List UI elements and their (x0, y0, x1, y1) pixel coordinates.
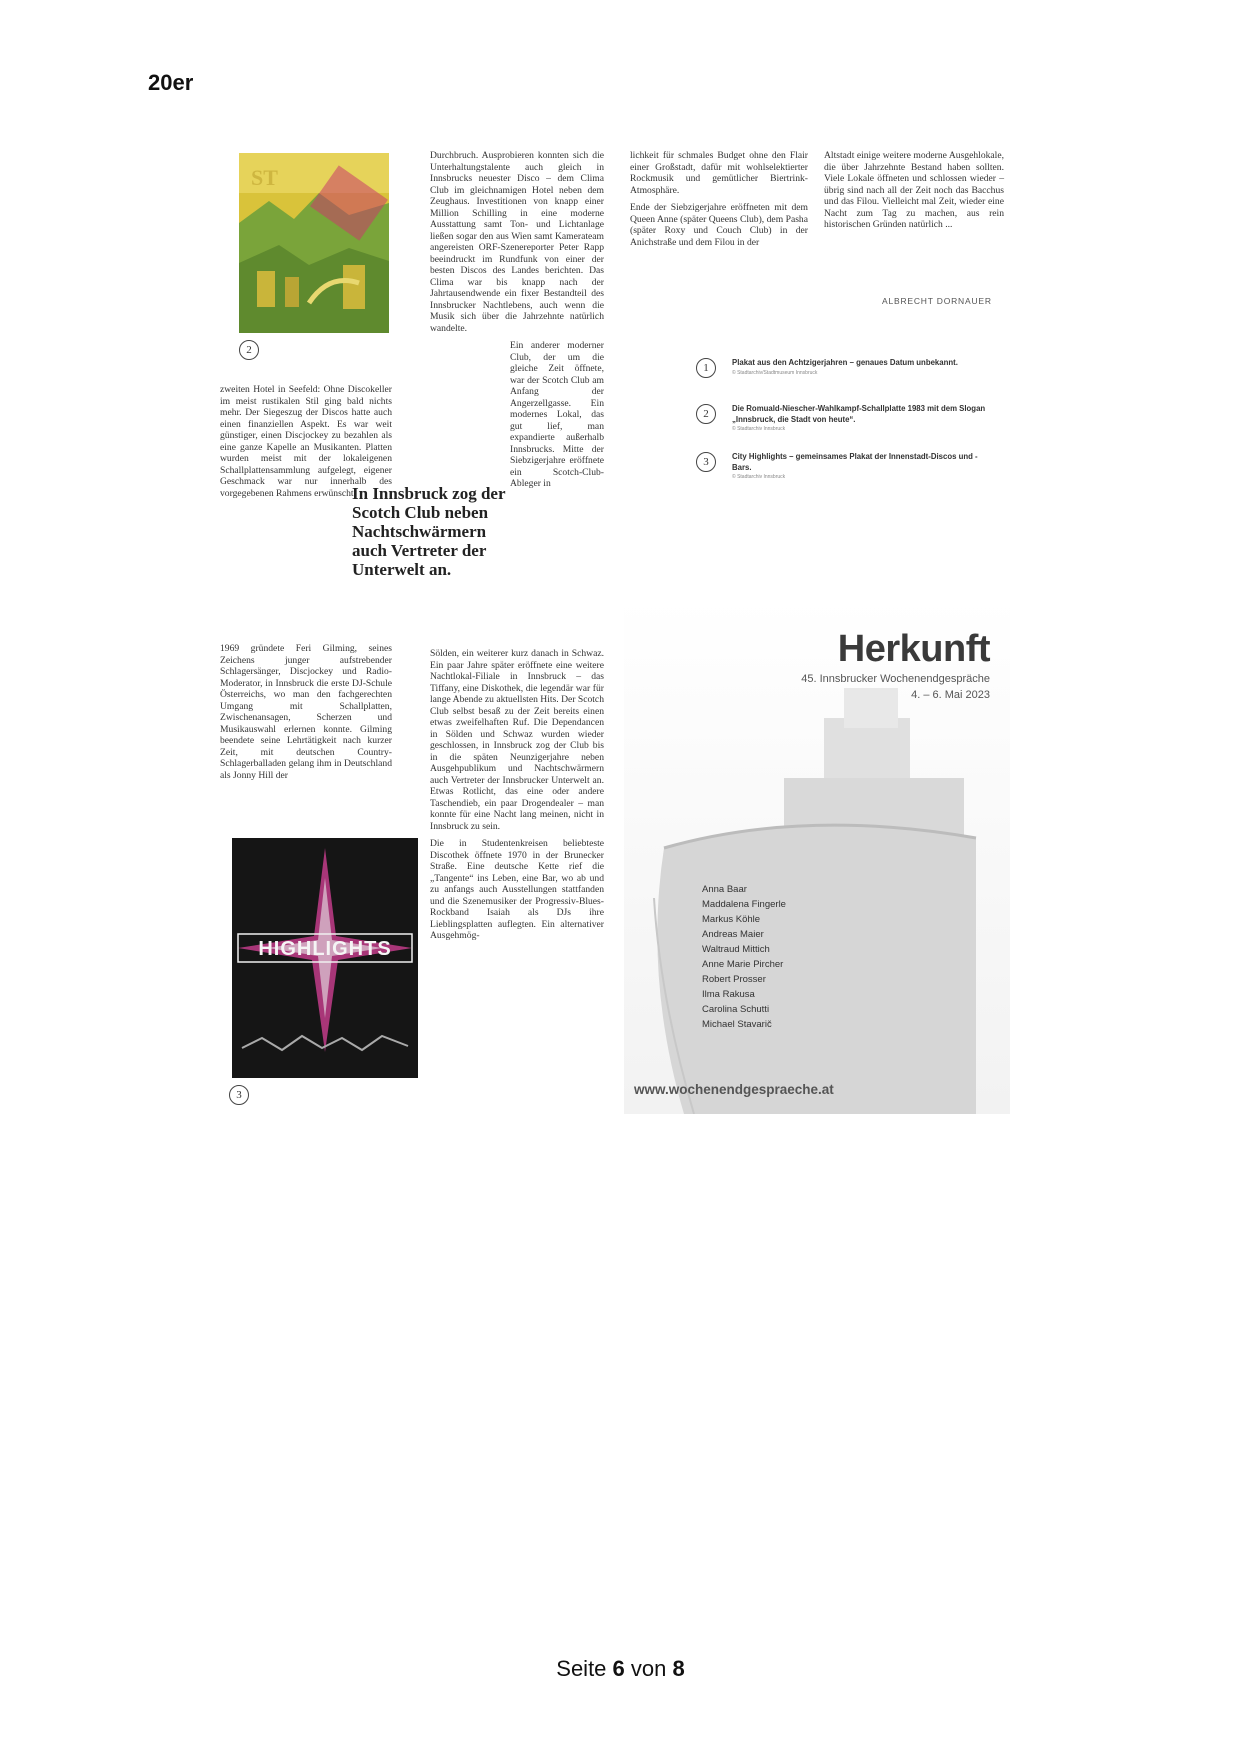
highlights-illustration (232, 838, 418, 1078)
poster-speaker-list (702, 882, 786, 1032)
article-paragraph: Ende der Siebzigerjahre eröffneten mit dem Queen Anne (später Queens Club), dem Pasha (später Roxy und Couch Club) in der Anichstraße und dem Filou in der (630, 202, 808, 248)
caption-title: Plakat aus den Achtzigerjahren – genaues Datum unbekannt. (732, 358, 958, 367)
speaker-name: Maddalena Fingerle (702, 899, 786, 910)
speaker-name: Robert Prosser (702, 974, 766, 985)
total-page-count: 8 (672, 1656, 685, 1681)
herkunft-poster (624, 598, 1010, 1114)
caption-item (696, 404, 996, 432)
poster-dates: 4. – 6. Mai 2023 (911, 688, 990, 701)
poster-url: www.wochenendgespraeche.at (634, 1082, 834, 1097)
caption-credit: © Stadtarchiv Innsbruck (732, 474, 786, 481)
caption-number: 1 (696, 358, 716, 378)
current-page-number: 6 (612, 1656, 625, 1681)
caption-title: City Highlights – gemeinsames Plakat der Innenstadt-Discos und -Bars. (732, 452, 978, 472)
highlights-text: HIGHLIGHTS (258, 938, 392, 960)
speaker-name: Andreas Maier (702, 929, 764, 940)
caption-title: Die Romuald-Niescher-Wahlkampf-Schallplatte 1983 mit dem Slogan „Innsbruck, die Stadt von heute“. (732, 404, 986, 424)
poster-illustration (239, 153, 389, 333)
article-paragraph: Sölden, ein weiterer kurz danach in Schwaz. Ein paar Jahre später eröffnete eine weitere Nachtlokal-Filiale in Innsbruck – das Tiffany, eine Diskothek, die legendär war für lange Abende zu aktuellsten Hits. Der Scotch Club selbst besaß zu der Zeit bereits einen etwas zweifelhaften Ruf. Die Dependancen in Sölden und Schwaz wurden wieder geschlossen, in Innsbruck zog der Club bis in die späten Neunzigerjahre neben Ausgehpublikum und Nachtschwärmern auch Vertreter der Innsbrucker Unterwelt an. Etwas Rotlicht, das eine oder andere Taschendieb, ein paar Drogendealer – man konnte für eine Nacht lang meinen, nicht in Innsbruck zu sein. (430, 648, 604, 832)
article-column-2 (430, 150, 604, 496)
speaker-name: Ilma Rakusa (702, 989, 755, 1000)
image-captions (696, 358, 996, 500)
footer-prefix: Seite (556, 1656, 613, 1681)
poster-subtitle (801, 672, 990, 704)
article-column-2-lower (430, 648, 604, 948)
article-paragraph: Ein anderer moderner Club, der um die gleiche Zeit öffnete, war der Scotch Club am Anfang der Angerzellgasse. Ein modernes Lokal, das gut lief, man expandierte außerhalb Innsbrucks. Mitte der Siebzigerjahre eröffnete ein Scotch-Club-Ableger in (510, 340, 604, 489)
speaker-name: Anna Baar (702, 884, 747, 895)
article-column-3 (630, 150, 808, 254)
caption-credit: © Stadtarchiv Innsbruck (732, 426, 786, 433)
speaker-name: Waltraud Mittich (702, 944, 770, 955)
page-footer (0, 1656, 1241, 1682)
speaker-name: Michael Stavarič (702, 1019, 772, 1030)
footer-middle: von (624, 1656, 673, 1681)
poster-image-achtziger (239, 153, 389, 333)
caption-number: 3 (696, 452, 716, 472)
caption-item (696, 452, 996, 480)
speaker-name: Anne Marie Pircher (702, 959, 784, 970)
image-number-badge: 3 (229, 1085, 249, 1105)
article-paragraph: Altstadt einige weitere moderne Ausgehlokale, die über Jahrzehnte Bestand haben sollten. Viele Lokale öffneten und schlossen wieder – übrig sind nach all der Zeit noch das Bacchus und das Filou. Vielleicht mal Zeit, wieder eine Nacht zum Tag zu machen, aus rein historischen Gründen natürlich ... (824, 150, 1004, 230)
svg-text:ST: ST (251, 165, 278, 190)
caption-number: 2 (696, 404, 716, 424)
article-paragraph: Durchbruch. Ausprobieren konnten sich die Unterhaltungstalente auch gleich in Innsbrucks neuester Disco – dem Clima Club im gleichnamigen Hotel neben dem Zeughaus. Investitionen von knapp einer Million Schilling in eine moderne Ausstattung samt Ton- und Lichtanlage ließen sogar den aus Wien samt Kamerateam angereisten ORF-Szenereporter Peter Rapp beeindruckt im Rundfunk von einer der besten Discos des Landes berichten. Das Clima war bis knapp nach der Jahrtausendwende ein fixer Bestandteil des Innsbrucker Nachtlebens, auch wenn die Musik sich über die Jahrzehnte natürlich wandelte. (430, 150, 604, 334)
poster-title: Herkunft (837, 628, 990, 670)
caption-item (696, 358, 996, 384)
poster-event-name: 45. Innsbrucker Wochenendgespräche (801, 673, 990, 685)
speaker-name: Carolina Schutti (702, 1004, 770, 1015)
article-column-1-lower (220, 643, 392, 787)
image-number-badge: 2 (239, 340, 259, 360)
article-paragraph: lichkeit für schmales Budget ohne den Flair einer Großstadt, dafür mit wohlselektierter Rockmusik und gemütlicher Biertrink-Atmosphäre. (630, 150, 808, 196)
pull-quote: In Innsbruck zog der Scotch Club neben Nachtschwärmern auch Vertreter der Unterwelt an. (352, 484, 506, 580)
document-title: 20er (148, 70, 194, 95)
caption-credit: © Stadtarchiv/Stadtmuseum Innsbruck (732, 369, 818, 376)
scanned-article-page (218, 148, 1010, 1148)
article-paragraph: zweiten Hotel in Seefeld: Ohne Discokeller im meist rustikalen Stil ging bald nichts mehr. Der Siegeszug der Discos hatte auch einen finanziellen Aspekt. Es war weit günstiger, einen Discjockey zu bezahlen als eine ganze Kapelle an Musikanten. Platten wurden meist mit der lokaleigenen Schallplattensammlung aufgelegt, eigener Geschmack war nur innerhalb des vorgegebenen Rahmens erwünscht. (220, 384, 392, 499)
article-column-4 (824, 150, 1004, 237)
article-paragraph: 1969 gründete Feri Gilming, seines Zeichens junger aufstrebender Schlagersänger, Discjockey und Radio-Moderator, in Innsbruck die erste DJ-Schule Österreichs, wo man den fachgerechten Umgang mit Schallplatten, Zwischenansagen, Scherzen und Musikauswahl erlernen konnte. Gilming beendete seine Lehrtätigkeit nach kurzer Zeit, mit deutschen Country-Schlagerballaden gelang ihm in Deutschland als Jonny Hill der (220, 643, 392, 781)
poster-image-highlights (232, 838, 418, 1078)
article-paragraph: Die in Studentenkreisen beliebteste Discothek öffnete 1970 in der Brunecker Straße. Eine deutsche Kette rief die „Tangente“ ins Leben, eine Bar, wo ab und zu anfangs auch Ausstellungen stattfanden und die Szenemusiker der Progressiv-Blues-Rockband Isaiah als DJs ihre Lieblingsplatten auflegten. Ein alternativer Ausgehmög- (430, 838, 604, 941)
speaker-name: Markus Köhle (702, 914, 761, 925)
article-author: ALBRECHT DORNAUER (882, 296, 992, 306)
